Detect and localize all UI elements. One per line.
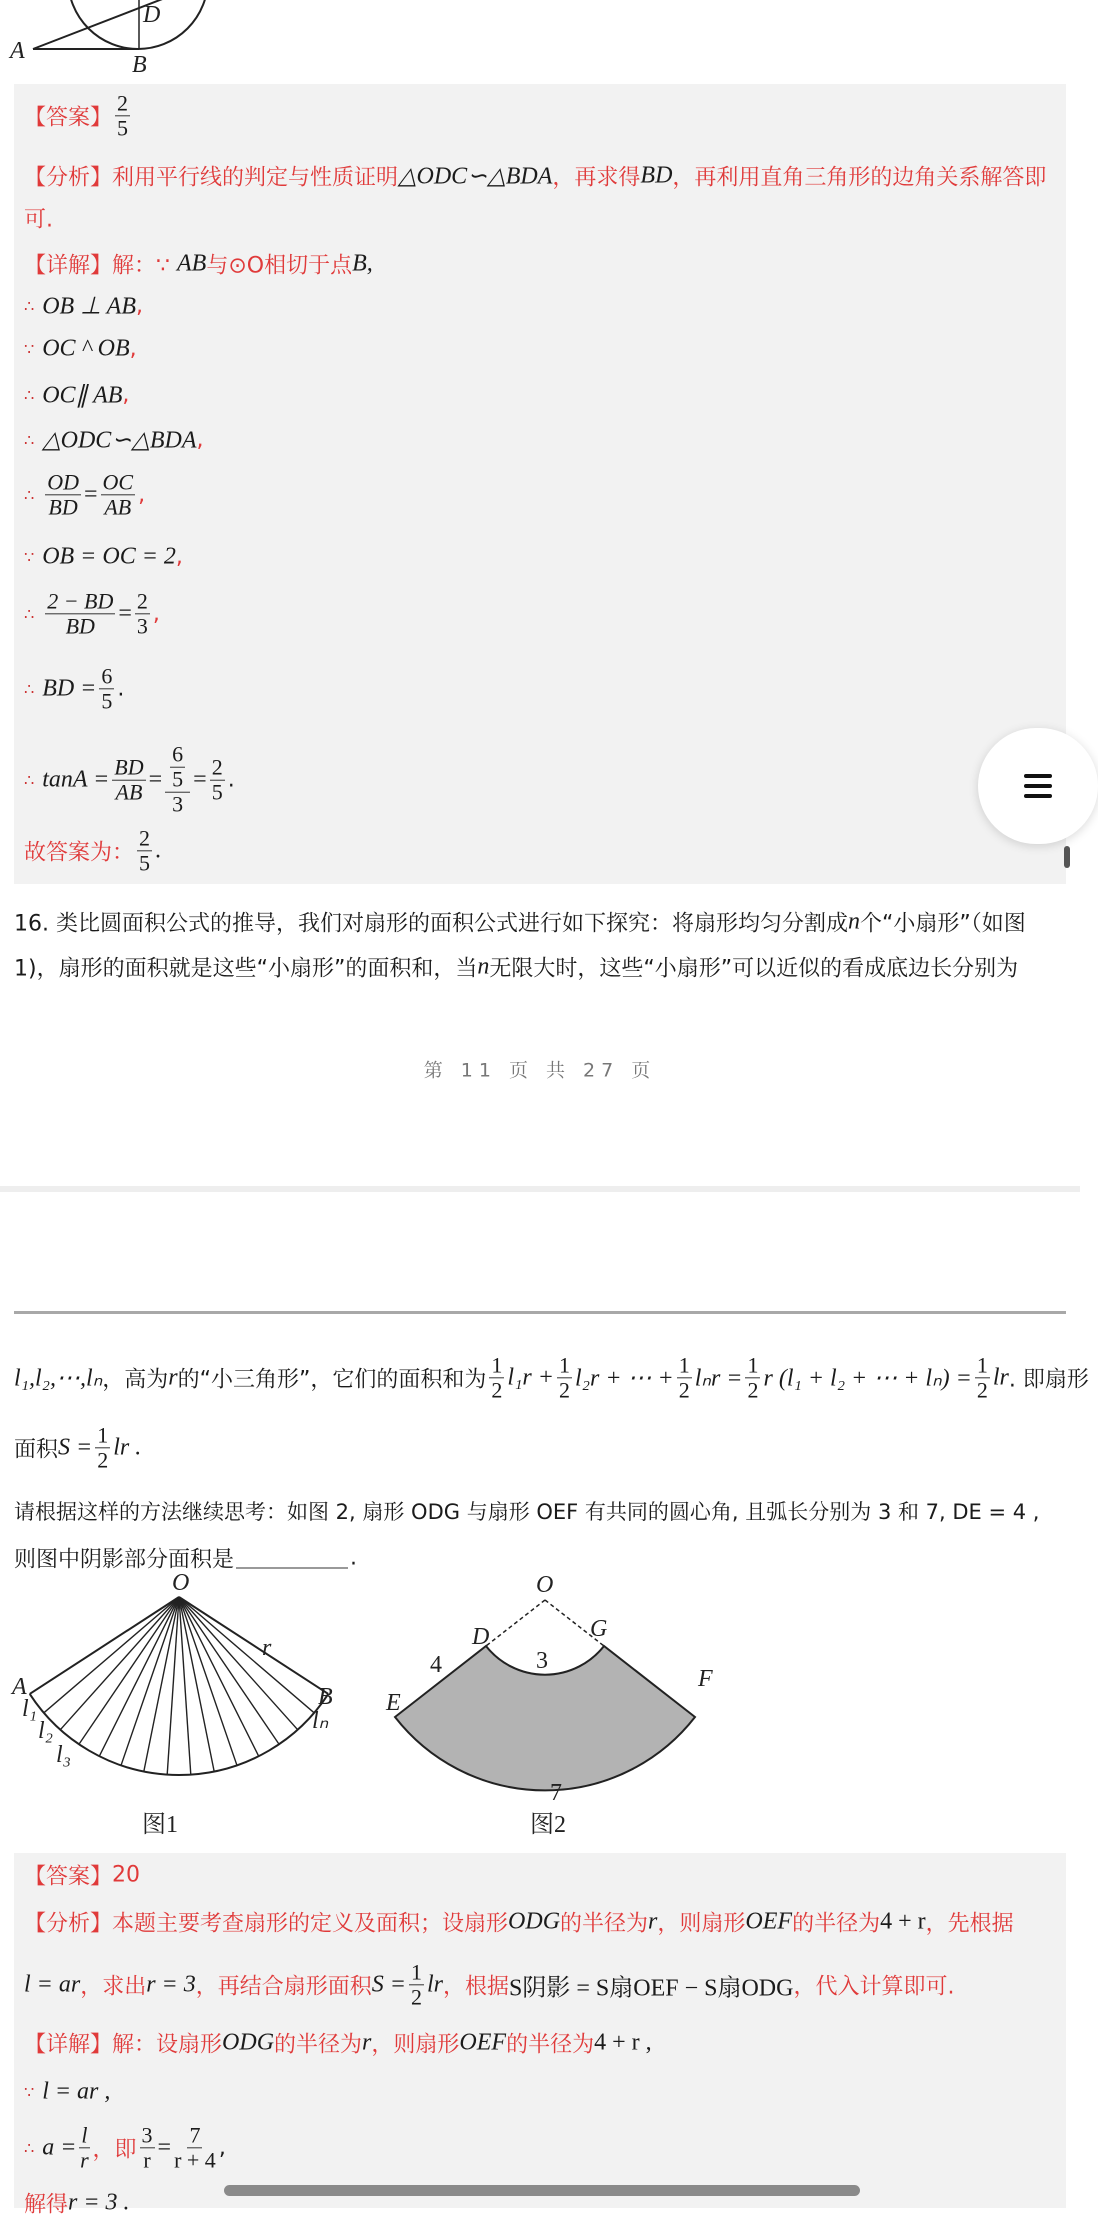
step: ∵ OB = OC = 2 , xyxy=(24,543,183,570)
hamburger-icon xyxy=(1024,784,1052,788)
q16-line-2: 1)，扇形的面积就是这些“小扇形”的面积和，当 n 无限大时，这些“小扇形”可以近似的看成底边长分别为 xyxy=(14,953,1019,982)
q16-line-1: 16. 类比圆面积公式的推导，我们对扇形的面积公式进行如下探究：将扇形均匀分割成 n 个“小扇形”（如图 xyxy=(14,908,1026,937)
step: ∵ l = ar , xyxy=(24,2078,111,2105)
fig2-label-d: D xyxy=(472,1624,490,1650)
analysis-row-cont: l = ar ，求出 r = 3 ，再结合扇形面积 S = $\frac{1}{2}$ lr ，根据 S阴影 = S扇OEF − S扇ODG ，代入计算即可. xyxy=(24,1959,955,2010)
sector-figures xyxy=(0,1570,760,1845)
fig1-spoke xyxy=(179,1597,259,1756)
page-separator xyxy=(0,1186,1080,1192)
circle-tangent-figure xyxy=(0,0,260,78)
fig1-label-o: O xyxy=(172,1570,190,1596)
step: ∴ △ODC∽△BDA , xyxy=(24,427,204,454)
detail-row: 【详解】 解：设扇形 ODG 的半径为 r ，则扇形 OEF 的半径为 4 + r , xyxy=(24,2029,652,2058)
q16-line-3: l₁,l₂,⋯,lₙ ，高为 r 的“小三角形”，它们的面积和为 $\frac{1}{2}$ l₁r + $\frac{1}{2}$ l₂r + ⋯ + $\frac{1}{2}$ lₙr = $\frac{1}{2}$ r (l₁ + l₂ + ⋯ + lₙ) = $\frac{1}{2}$ lr . 即扇形 xyxy=(14,1352,1089,1403)
step: ∴ $\frac{2 - BD}{BD}$ = $\frac{2}{3}$ , xyxy=(24,588,160,639)
analysis-row-cont: 可. xyxy=(24,207,53,233)
analysis-row: 【分析】 利用平行线的判定与性质证明 △ODC∽△BDA ，再求得 BD ，再利用直角三角形的边角关系解答即 xyxy=(24,162,1047,191)
q16-line-4: 面积 S = $\frac{1}{2}$ lr . xyxy=(14,1422,142,1473)
fig2-label-f: F xyxy=(698,1666,713,1692)
page-number: 第 11 页 共 27 页 xyxy=(423,1059,657,1082)
analysis-row: 【分析】 本题主要考查扇形的定义及面积；设扇形 ODG 的半径为 r ，则扇形 OEF 的半径为 4 + r ，先根据 xyxy=(24,1908,1014,1937)
fig1-label-l3: l₃ xyxy=(56,1742,72,1768)
page-header-rule xyxy=(14,1311,1066,1314)
final-answer-row: 故答案为： $\frac{2}{5}$ . xyxy=(24,825,162,876)
q16-line-5: 请根据这样的方法继续思考：如图 2, 扇形 ODG 与扇形 OEF 有共同的圆心角, 且弧长分别为 3 和 7, DE = 4 , xyxy=(14,1500,1040,1524)
answer-label: 【答案】 xyxy=(24,105,113,131)
fig2-label-4: 4 xyxy=(430,1652,442,1678)
fig1-label-l1: l₁ xyxy=(22,1696,38,1722)
detail-row: 【详解】 解：∵ AB 与⊙O相切于点 B, xyxy=(24,250,373,279)
step: ∴ $\frac{OD}{BD}$ = $\frac{OC}{AB}$ , xyxy=(24,469,146,520)
step: ∴ OC∥ AB , xyxy=(24,382,130,409)
step: ∴ OB ⊥ AB , xyxy=(24,293,143,320)
fig1-label-ln: lₙ xyxy=(312,1708,329,1734)
answer-blank xyxy=(236,1548,348,1569)
label-a: A xyxy=(10,38,25,64)
step: ∵ OC ^ OB , xyxy=(24,335,137,362)
fig1-spoke xyxy=(30,1597,179,1694)
fig2-label-7: 7 xyxy=(550,1780,562,1806)
fig1-spoke xyxy=(179,1597,328,1694)
home-indicator[interactable] xyxy=(224,2185,860,2196)
answer-row xyxy=(24,91,133,140)
label-b: B xyxy=(132,52,147,78)
fig1-label-r: r xyxy=(262,1635,272,1661)
hamburger-icon xyxy=(1024,774,1052,778)
fig1-spoke xyxy=(99,1597,179,1756)
fig1-label-b: B xyxy=(318,1684,333,1710)
step: ∴ a = $\frac{l}{r}$ ，即 $\frac{3}{r}$ = $\frac{7}{r + 4}$ , xyxy=(24,2122,226,2173)
fig2-label-g: G xyxy=(590,1616,608,1642)
step: ∴ BD = $\frac{6}{5}$ . xyxy=(24,663,125,714)
fig2-caption: 图2 xyxy=(530,1812,566,1838)
fig2-label-e: E xyxy=(386,1690,401,1716)
q16-line-6: 则图中阴影部分面积是 . xyxy=(14,1545,358,1573)
fig2-label-3: 3 xyxy=(536,1648,548,1674)
step: ∴ tanA = $\frac{BD}{AB}$ = $\frac{\frac{6}{5}}{3}$ = $\frac{2}{5}$ . xyxy=(24,741,235,818)
floating-menu-button[interactable] xyxy=(978,728,1098,844)
answer-fraction: $\frac{2}{5}$ xyxy=(117,90,129,141)
fig1-caption: 图1 xyxy=(142,1812,178,1838)
figure-1-sector xyxy=(30,1597,329,1775)
hamburger-icon xyxy=(1024,794,1052,798)
fig1-label-a: A xyxy=(12,1674,27,1700)
step: 解得 r = 3 . xyxy=(24,2189,130,2218)
fig1-arc xyxy=(30,1694,329,1775)
fig2-label-o: O xyxy=(536,1572,554,1598)
label-d: D xyxy=(143,2,161,28)
answer-row: 【答案】 20 xyxy=(24,1862,141,1890)
dashed-radius-od xyxy=(486,1600,545,1646)
scrollbar-thumb[interactable] xyxy=(1064,846,1070,868)
fig1-label-l2: l₂ xyxy=(38,1718,54,1744)
